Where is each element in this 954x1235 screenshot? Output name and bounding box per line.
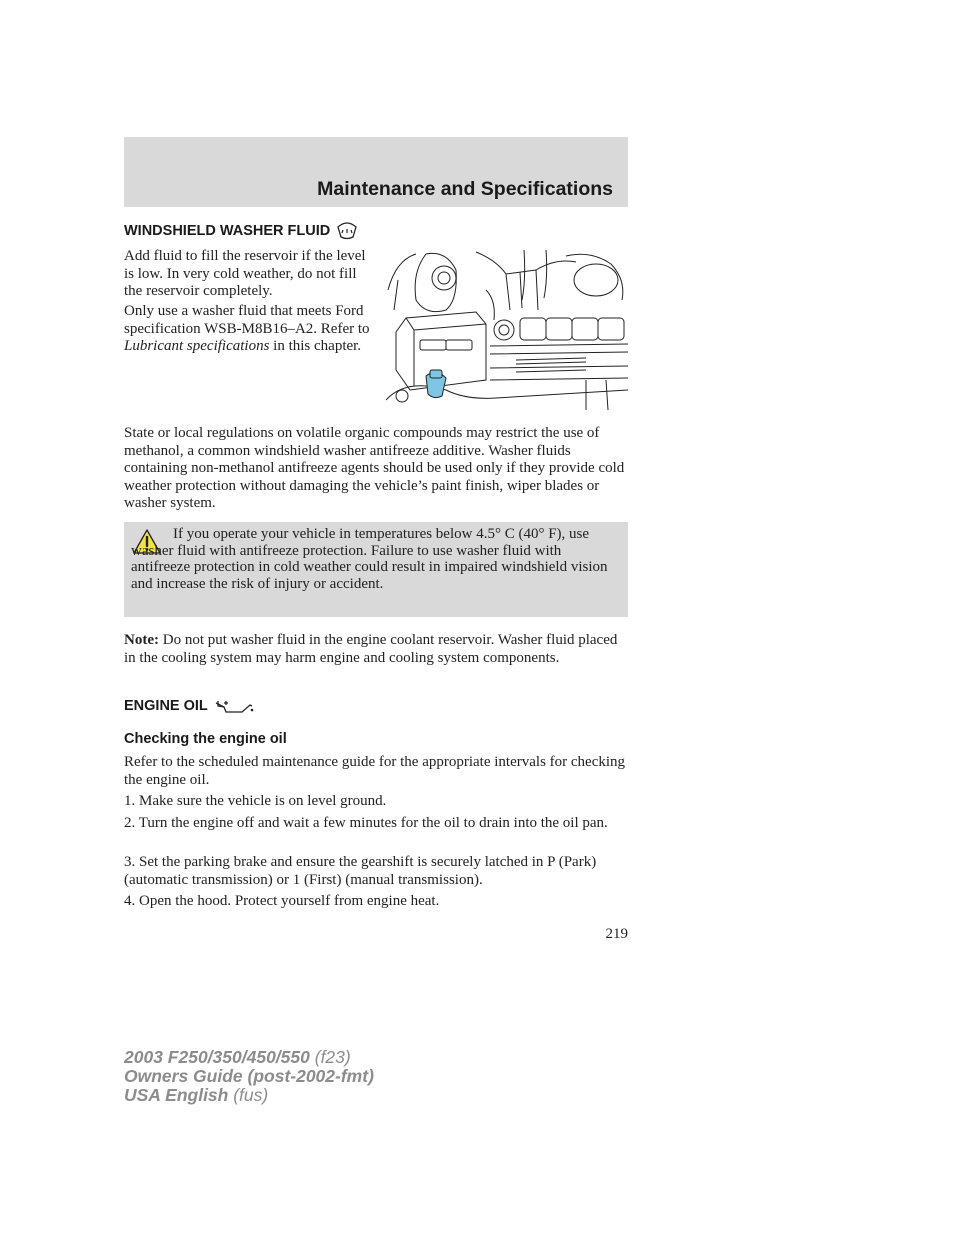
warning-box	[124, 522, 628, 617]
washer-fluid-heading	[124, 221, 358, 241]
lubricant-spec-reference: Lubricant specifications	[124, 338, 270, 354]
engine-oil-heading	[124, 697, 254, 715]
oil-can-icon	[214, 697, 254, 715]
washer-fluid-icon	[336, 221, 358, 241]
oil-step-1: 1. Make sure the vehicle is on level ground.	[124, 793, 387, 809]
oil-step-3: 3. Set the parking brake and ensure the gearshift is securely latched in P (Park) (automatic transmission) or 1 (First) (manual transmission).	[124, 854, 597, 888]
checking-oil-subheading: Checking the engine oil	[124, 731, 287, 747]
oil-intro: Refer to the scheduled maintenance guide for the appropriate intervals for checking the engine oil.	[124, 754, 626, 788]
header-band	[124, 137, 628, 207]
washer-para-3: State or local regulations on volatile organic compounds may restrict the use of methanol, a common windshield washer antifreeze additive. Washer fluids containing non-methanol antifreeze agents should be used only if they provide cold weather protection without damaging the vehicle’s paint finish, wiper blades or washer system.	[124, 425, 625, 511]
washer-para-1: Add fluid to fill the reservoir if the level is low. In very cold weather, do not fill the reservoir completely.	[124, 248, 366, 299]
page-title: Maintenance and Specifications	[317, 178, 613, 200]
note-paragraph: Note: Do not put washer fluid in the engine coolant reservoir. Washer fluid placed in the cooling system may harm engine and cooling system components.	[124, 632, 618, 666]
warning-text: If you operate your vehicle in temperatures below 4.5° C (40° F), use washer fluid with antifreeze protection. Failure to use washer fluid with antifreeze protection in cold weather could result in impaired windshield vision and increase the risk of injury or accident.	[131, 526, 608, 592]
oil-step-4: 4. Open the hood. Protect yourself from engine heat.	[124, 893, 440, 909]
footer-line-3: USA English (fus)	[124, 1085, 269, 1105]
engine-oil-heading-text: ENGINE OIL	[124, 698, 208, 714]
footer-line-2: Owners Guide (post-2002-fmt)	[124, 1066, 374, 1086]
page-number: 219	[605, 926, 628, 942]
oil-step-2: 2. Turn the engine off and wait a few minutes for the oil to drain into the oil pan.	[124, 815, 608, 831]
note-label: Note:	[124, 632, 159, 648]
footer-line-1: 2003 F250/350/450/550 (f23)	[124, 1047, 351, 1067]
document-footer	[124, 1048, 374, 1105]
engine-compartment-illustration	[386, 250, 628, 410]
washer-para-2: Only use a washer fluid that meets Ford specification WSB-M8B16–A2. Refer to Lubricant specifications in this chapter.	[124, 303, 370, 354]
washer-fluid-heading-text: WINDSHIELD WASHER FLUID	[124, 223, 331, 239]
